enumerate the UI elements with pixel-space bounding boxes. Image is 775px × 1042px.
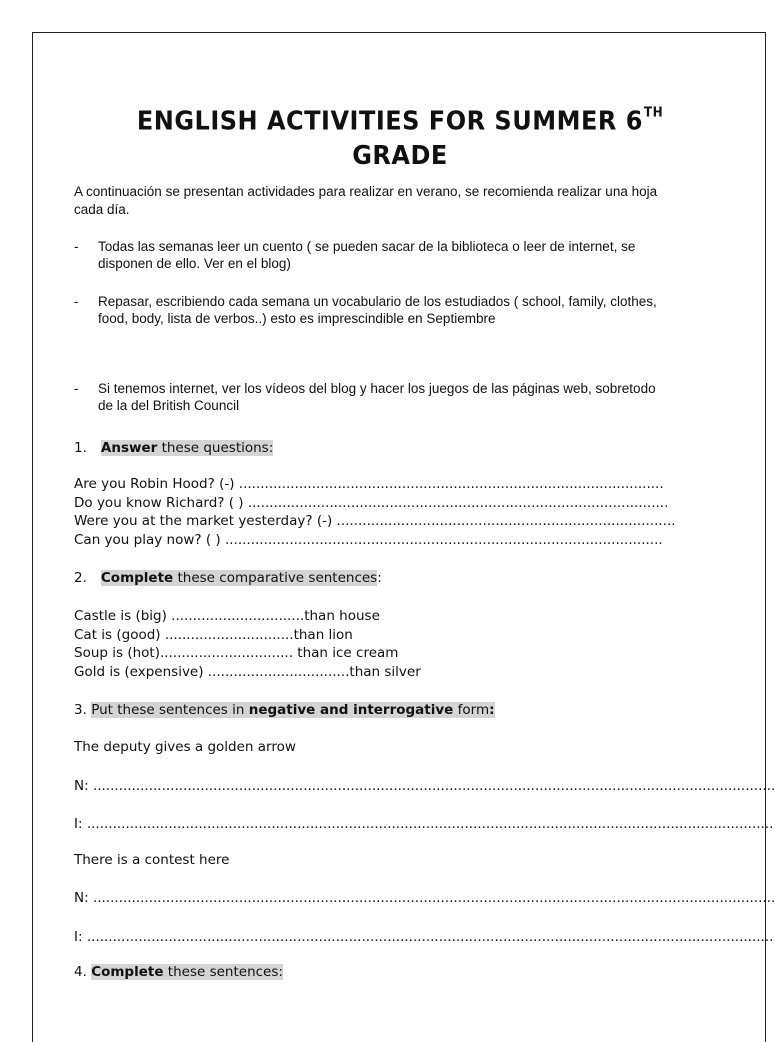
questions-list — [74, 475, 676, 549]
section-colon: : — [489, 702, 495, 718]
bullet-dash: - — [74, 294, 79, 309]
comparative-line: Soup is (hot)............................... than ice cream — [74, 645, 399, 661]
comparatives-list — [74, 607, 664, 681]
negative-answer-line-2[interactable]: N: ............................................................................................................................................................... — [74, 890, 775, 906]
section-highlight — [101, 570, 377, 586]
section-1-heading — [74, 439, 273, 457]
section-colon: : — [377, 570, 382, 586]
sentence-2: There is a contest here — [74, 852, 230, 868]
section-3-heading — [74, 701, 495, 719]
intro-paragraph: A continuación se presentan actividades para realizar en verano, se recomienda realizar una hoja cada día. — [74, 184, 658, 217]
question-line: Can you play now? ( ) ...................................................................................................... — [74, 531, 663, 548]
question-line: Are you Robin Hood? (-) ................................................................................................... — [74, 476, 664, 492]
comparative-line: Cat is (good) ..............................than lion — [74, 626, 353, 643]
title-main: ENGLISH ACTIVITIES FOR SUMMER 6 — [136, 105, 643, 137]
section-number: 4. — [74, 964, 87, 980]
section-rest: these questions: — [157, 440, 274, 456]
sentence-1: The deputy gives a golden arrow — [74, 739, 296, 755]
section-2-heading — [74, 569, 382, 587]
bullet-dash: - — [74, 239, 79, 254]
bullet-item-2 — [74, 293, 674, 327]
section-rest: these comparative sentences — [173, 570, 378, 586]
section-4-heading — [74, 963, 283, 981]
comparative-line: Castle is (big) ...............................than house — [74, 608, 380, 624]
title-line2: GRADE — [352, 140, 448, 171]
section-number: 3. — [74, 702, 87, 718]
question-line: Were you at the market yesterday? (-) ............................................................................... — [74, 513, 676, 529]
section-rest: these sentences: — [163, 964, 283, 980]
section-bold: negative and interrogative — [248, 702, 454, 718]
section-highlight — [91, 964, 283, 980]
bullet-item-1 — [74, 238, 674, 272]
negative-answer-line-1[interactable]: N: ............................................................................................................................................................... — [74, 778, 775, 794]
section-post: form — [453, 702, 490, 718]
page-title — [33, 95, 767, 173]
interrogative-answer-line-1[interactable]: I: ................................................................................................................................................................ — [74, 816, 774, 832]
bullet-text: Todas las semanas leer un cuento ( se pueden sacar de la biblioteca o leer de internet, se disponen de ello. Ver en el blog) — [98, 239, 636, 271]
bullet-dash: - — [74, 381, 79, 396]
section-pre: Put these sentences in — [91, 702, 249, 718]
worksheet-page — [32, 32, 775, 1042]
section-bold: Complete — [100, 570, 174, 586]
section-bold: Complete — [91, 964, 164, 980]
interrogative-answer-line-2[interactable]: I: ................................................................................................................................................................ — [74, 929, 774, 945]
section-number: 2. — [74, 570, 87, 586]
section-bold: Answer — [100, 440, 158, 456]
comparative-line: Gold is (expensive) .................................than silver — [74, 663, 421, 680]
question-line: Do you know Richard? ( ) .................................................................................................. — [74, 494, 669, 511]
section-highlight — [91, 702, 494, 718]
section-number: 1. — [74, 440, 87, 456]
section-highlight — [101, 440, 273, 456]
bullet-text: Si tenemos internet, ver los vídeos del blog y hacer los juegos de las páginas web, sobretodo de la del British Council — [98, 381, 656, 413]
title-superscript: TH — [643, 104, 664, 120]
bullet-item-3 — [74, 380, 674, 414]
bullet-text: Repasar, escribiendo cada semana un vocabulario de los estudiados ( school, family, clothes, food, body, lista de verbos..) esto es imprescindible en Septiembre — [98, 294, 657, 326]
